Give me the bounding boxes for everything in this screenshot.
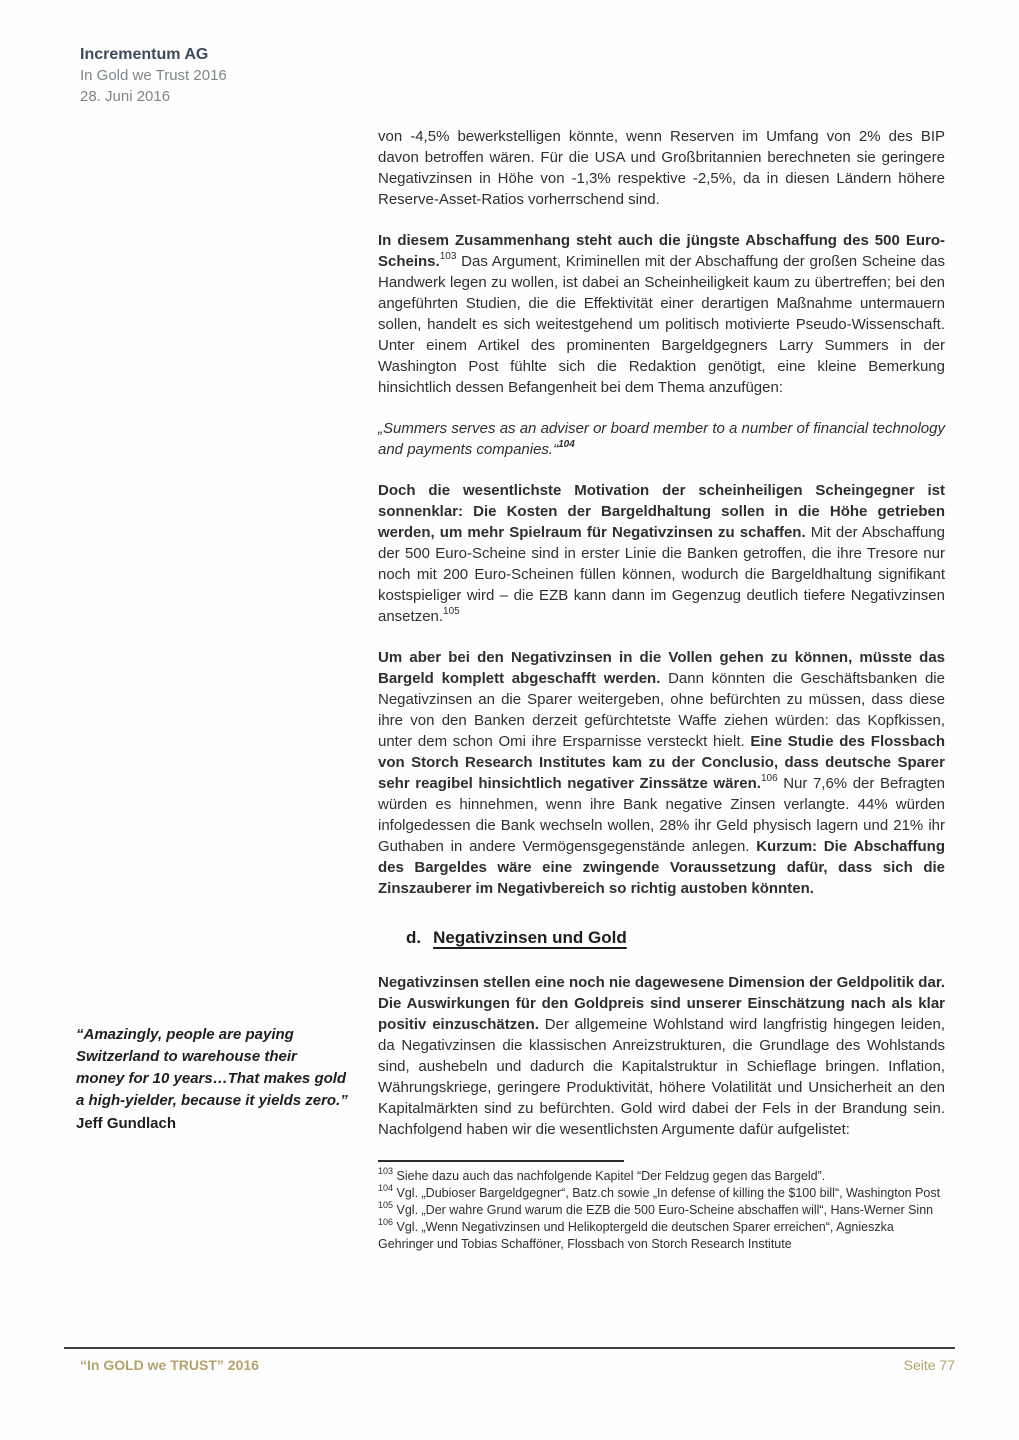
text-run: Nur 7,6% der Befragten würden es hinnehmen, wenn ihre Bank negative Zinsen verlangte. 44% würden infolgedessen die Bank wechseln wollen, 28% ihr Geld physisch lagern und 21% ihr Guthaben in andere Vermögensgegenstände anlegen. (378, 775, 945, 855)
footnote-reference: 106 (760, 773, 778, 784)
section-heading (406, 927, 945, 948)
header-report-title: In Gold we Trust 2016 (80, 67, 227, 84)
footnote-number: 105 (378, 1199, 394, 1210)
header-date: 28. Juni 2016 (80, 88, 171, 105)
footer-page-number: Seite 77 (903, 1357, 955, 1373)
pull-quote-text: “Amazingly, people are paying Switzerland to warehouse their money for 10 years…That makes gold a high-yielder, because it yields zero.” (76, 1026, 348, 1109)
body-column (378, 126, 945, 1253)
text-run: von -4,5% bewerkstelligen könnte, wenn Reserven im Umfang von 2% des BIP davon betroffen wären. Für die USA und Großbritannien berechneten sie geringere Negativzinsen in Höhe von -1,3% respektive -2,5%, da in diesen Ländern höhere Reserve-Asset-Ratios vorherrschend sind. (378, 128, 945, 208)
text-run: Kurzum: Die Abschaffung des Bargeldes wäre eine zwingende Voraussetzung dafür, dass sich die Zinszauberer im Negativbereich so richtig austoben könnten. (378, 838, 945, 897)
footnote-reference: 103 (439, 251, 457, 262)
body-paragraph (378, 418, 945, 460)
footnote-103: $^{103}$ Siehe dazu auch das nachfolgende Kapitel “Der Feldzug gegen das Bargeld”. (378, 1165, 826, 1183)
text-run: Negativzinsen stellen eine noch nie dagewesene Dimension der Geldpolitik dar. Die Auswirkungen für den Goldpreis sind unserer Einschätzung nach als klar positiv einzuschätzen. (378, 974, 945, 1033)
footnote-number: 103 (378, 1165, 394, 1176)
page-footer (64, 1357, 955, 1373)
body-paragraph (378, 647, 945, 899)
body-paragraph (378, 480, 945, 627)
footnotes (378, 1165, 945, 1253)
text-run: Der allgemeine Wohlstand wird langfristig hingegen leiden, da Negativzinsen die klassischen Anreizstrukturen, die Grundlage des Wohlstands sind, aushebeln und dadurch die Kapitalstruktur in Schieflage bringen. Inflation, Währungskriege, geringere Produktivität, höhere Volatilität und Unsicherheit an den Kapitalmärkten sind zu befürchten. Gold wird dabei der Fels in der Brandung sein. Nachfolgend haben wir die wesentlichsten Argumente dafür aufgelistet: (378, 1016, 946, 1138)
text-run: Eine Studie des Flossbach von Storch Research Institutes kam zu der Conclusio, dass deutsche Sparer sehr reagibel hinsichtlich negativer Zinssätze wären. (378, 733, 945, 792)
footnote-number: 106 (378, 1216, 394, 1227)
header-company: Incrementum AG (80, 46, 209, 63)
page-header (80, 44, 227, 107)
text-run: Um aber bei den Negativzinsen in die Vollen gehen zu können, müsste das Bargeld komplett abgeschafft werden. (378, 649, 945, 687)
text-run: Mit der Abschaffung der 500 Euro-Scheine sind in erster Linie die Banken getroffen, die ihre Tresore nur noch mit 200 Euro-Scheinen füllen können, wodurch die Bargeldhaltung signifikant kostspieliger wird – die EZB kann dann im Gegenzug deutlich tiefere Negativzinsen ansetzen. (378, 524, 945, 625)
section-heading-index: d. (406, 928, 422, 947)
text-run: In diesem Zusammenhang steht auch die jüngste Abschaffung des 500 Euro-Scheins. (378, 232, 945, 270)
footnote-105: $^{105}$ Vgl. „Der wahre Grund warum die EZB die 500 Euro-Scheine abschaffen will“, Hans-Werner Sinn (378, 1199, 934, 1217)
body-paragraph (378, 972, 945, 1140)
footnote-reference: 104 (558, 439, 575, 450)
text-run: Das Argument, Kriminellen mit der Abschaffung der großen Scheine das Handwerk legen zu wollen, ist dabei an Scheinheiligkeit kaum zu übertreffen; bei den angeführten Studien, die die Effektivität einer derartigen Maßnahme untermauern sollen, handelt es sich weitestgehend um politisch motivierte Pseudo-Wissenschaft. Unter einem Artikel des prominenten Bargeldgegners Larry Summers in der Washington Post fühlte sich die Redaktion genötigt, eine kleine Bemerkung hinsichtlich dessen Befangenheit bei dem Thema anzufügen: (378, 253, 945, 396)
footnote-reference: 105 (443, 606, 460, 617)
footnote-number: 104 (378, 1182, 394, 1193)
section-heading-title: Negativzinsen und Gold (433, 928, 627, 947)
body-paragraphs-bottom (378, 972, 945, 1140)
footnote-104: $^{104}$ Vgl. „Dubioser Bargeldgegner“, Batz.ch sowie „In defense of killing the $100 bill“, Washington Post (378, 1182, 941, 1200)
footer-rule (64, 1347, 955, 1349)
text-run: „Summers serves as an adviser or board member to a number of financial technology and payments companies.“ (378, 420, 945, 458)
text-run: Doch die wesentlichste Motivation der scheinheiligen Scheingegner ist sonnenklar: Die Kosten der Bargeldhaltung sollen in die Höhe getrieben werden, um mehr Spielraum für Negativzinsen zu schaffen. (378, 482, 945, 541)
pull-quote-author: Jeff Gundlach (76, 1115, 177, 1132)
pull-quote (76, 1024, 348, 1135)
text-run: Dann könnten die Geschäftsbanken die Negativzinsen an die Sparer weitergeben, ohne befürchten zu müssen, dass diese ihre von den Banken derzeit gefürchtetste Waffe ziehen würden: das Kopfkissen, unter dem schon Omi ihre Ersparnisse versteckt hielt. (378, 670, 945, 750)
footnote-divider (378, 1160, 624, 1162)
body-paragraphs-top (378, 126, 945, 899)
footnote-106: $^{106}$ Vgl. „Wenn Negativzinsen und Helikoptergeld die deutschen Sparer erreichen“, Agnieszka Gehringer und Tobias Schafföner, Flossbach von Storch Research Institute (378, 1216, 894, 1251)
body-paragraph (378, 230, 945, 398)
body-paragraph (378, 126, 945, 210)
footer-report-title: “In GOLD we TRUST” 2016 (80, 1357, 259, 1373)
